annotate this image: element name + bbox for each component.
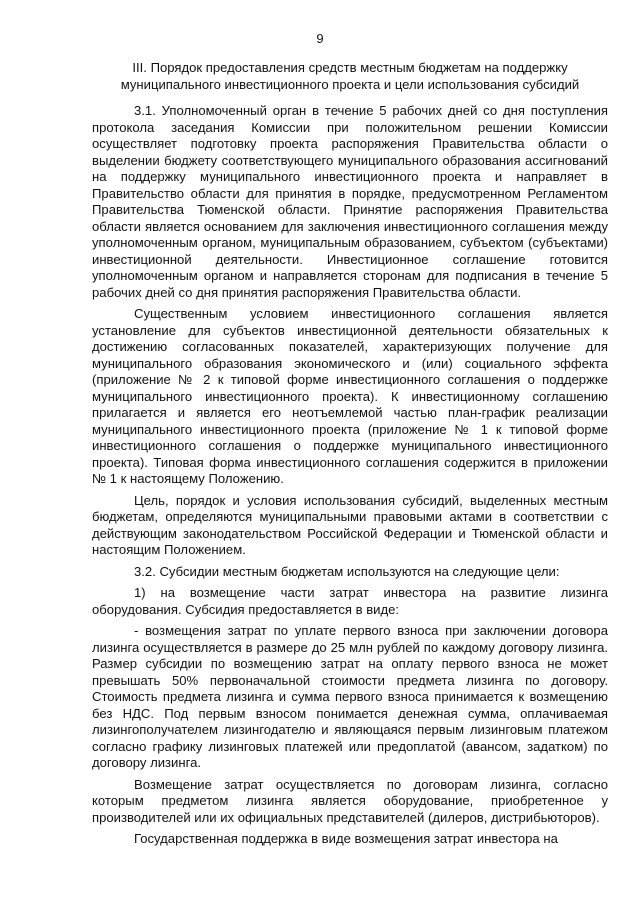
paragraph-reimbursement: Возмещение затрат осуществляется по договорам лизинга, согласно которым предметом лизинга является оборудование, приобретенное у производителей или их официальных представителей (дилеров, дистрибьюторов). bbox=[92, 776, 608, 825]
document-body bbox=[92, 60, 608, 853]
section-heading-line-2: муниципального инвестиционного проекта и цели использования субсидий bbox=[120, 76, 580, 92]
paragraph-3-2: 3.2. Субсидии местным бюджетам используются на следующие цели: bbox=[134, 563, 560, 579]
paragraph-essential-condition: Существенным условием инвестиционного соглашения является установление для субъектов инвестиционной деятельности обязательных к достижению согласованных показателей, характеризующих получение для муниципального образования экономического и (или) социального эффекта (приложение № 2 к типовой форме инвестиционного соглашения о поддержке муниципального инвестиционного проекта). К инвестиционному соглашению прилагается и является его неотъемлемой частью план-график реализации муниципального инвестиционного проекта (приложение № 1 к типовой форме инвестиционного соглашения о поддержке муниципального инвестиционного проекта). Типовая форма инвестиционного соглашения содержится в приложении № 1 к настоящему Положению. bbox=[92, 306, 608, 486]
paragraph-3-1: 3.1. Уполномоченный орган в течение 5 рабочих дней со дня поступления протокола заседания Комиссии при положительном решении Комиссии осуществляет подготовку проекта распоряжения Правительства области о выделении бюджету соответствующего муниципального образования ассигнований на поддержку муниципального инвестиционного проекта и направляет в Правительство области для принятия в порядке, предусмотренном Регламентом Правительства Тюменской области. Принятие распоряжения Правительства области является основанием для заключения инвестиционного соглашения между уполномоченным органом, муниципальным образованием, субъектом (субъектами) инвестиционной деятельности. Инвестиционное соглашение готовится уполномоченным органом и направляется сторонам для подписания в течение 5 рабочих дней со дня принятия распоряжения Правительства области. bbox=[92, 103, 608, 300]
paragraph-item-1: 1) на возмещение части затрат инвестора на развитие лизинга оборудования. Субсидия предоставляется в виде: bbox=[92, 585, 608, 617]
paragraph-first-payment: - возмещения затрат по уплате первого взноса при заключении договора лизинга осуществляется в размере до 25 млн рублей по каждому договору лизинга. Размер субсидии по возмещению затрат на оплату первого взноса не может превышать 50% первоначальной стоимости предмета лизинга по договору. Стоимость предмета лизинга и сумма первого взноса принимается к возмещению без НДС. Под первым взносом понимается денежная сумма, оплачиваемая лизингополучателем лизингодателю и являющаяся первым лизинговым платежом согласно графику лизинговых платежей или предоплатой (авансом, задатком) по договору лизинга. bbox=[92, 623, 608, 770]
section-heading bbox=[92, 60, 608, 93]
paragraph-purpose-order: Цель, порядок и условия использования субсидий, выделенных местным бюджетам, определяются муниципальными правовыми актами в соответствии с действующим законодательством Российской Федерации и Тюменской области и настоящим Положением. bbox=[92, 492, 608, 557]
section-heading-line-1: III. Порядок предоставления средств местным бюджетам на поддержку bbox=[132, 60, 568, 75]
page-number: 9 bbox=[316, 31, 324, 46]
paragraph-state-support: Государственная поддержка в виде возмещения затрат инвестора на bbox=[134, 831, 558, 846]
